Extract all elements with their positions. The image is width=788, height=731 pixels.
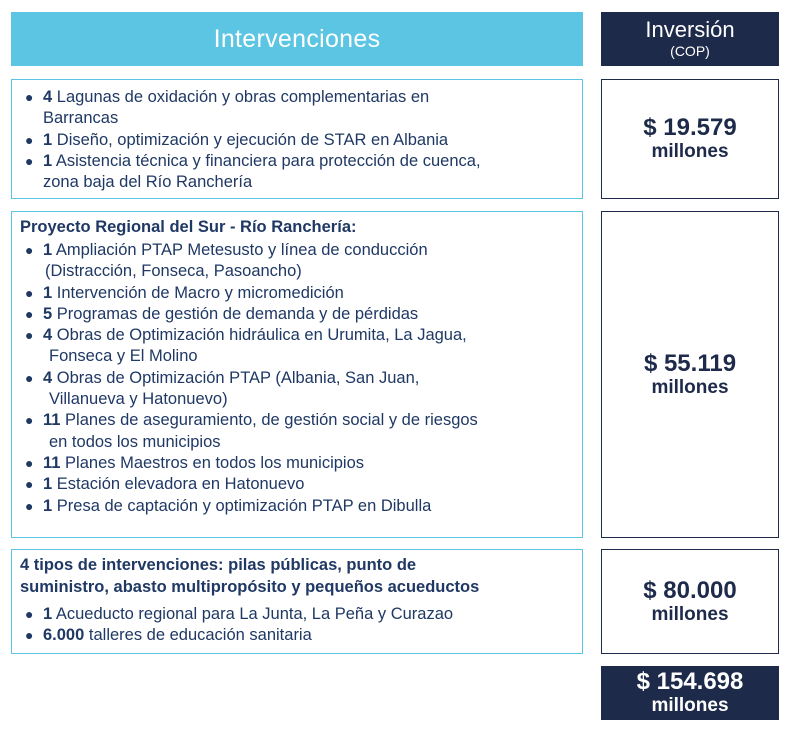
list-item: ● 5 Programas de gestión de demanda y de pérdidas: [25, 304, 419, 323]
list-item: ● 1 Ampliación PTAP Metesusto y línea de conducción (Distracción, Fonseca, Pasoancho): [25, 241, 428, 281]
section-2-interventions: [11, 211, 583, 538]
section-2-title: Proyecto Regional del Sur - Río Ranchería:: [20, 218, 357, 236]
list-item: ● 4 Obras de Optimización PTAP (Albania, San Juan, Villanueva y Hatonuevo): [25, 368, 420, 409]
list-item: ● 4 Obras de Optimización hidráulica en Urumita, La Jagua, Fonseca y El Molino: [25, 326, 467, 366]
investment-header: [601, 12, 779, 66]
section-3-investment: [601, 549, 779, 654]
section-2-list: [12, 240, 582, 517]
list-item: ● 1 Diseño, optimización y ejecución de STAR en Albania: [25, 130, 449, 149]
section-1-investment: [601, 79, 779, 199]
section-1-interventions: [11, 79, 583, 199]
total-investment: [601, 666, 779, 720]
investment-unit: millones: [651, 141, 729, 162]
interventions-header: [11, 12, 583, 66]
list-item: ● 1 Estación elevadora en Hatonuevo: [25, 475, 305, 494]
investment-currency: (COP): [670, 43, 710, 59]
total-amount: $ 154.698: [636, 668, 744, 695]
investment-amount: $ 19.579: [643, 114, 737, 141]
section-2-investment: [601, 211, 779, 538]
list-item: ● 1 Intervención de Macro y micromedición: [25, 283, 344, 302]
list-item: ● 1 Acueducto regional para La Junta, La Peña y Curazao: [25, 605, 454, 623]
list-item: ● 6.000 talleres de educación sanitaria: [25, 626, 312, 645]
investment-unit: millones: [651, 603, 729, 625]
list-item: ● 4 Lagunas de oxidación y obras complementarias en Barrancas: [25, 88, 430, 128]
investment-title: Inversión: [645, 17, 735, 42]
list-item: ● 1 Asistencia técnica y financiera para protección de cuenca, zona baja del Río Ranchería: [25, 151, 481, 192]
section-1-list: [12, 87, 582, 193]
list-item: ● 1 Presa de captación y optimización PTAP en Dibulla: [25, 496, 432, 515]
section-3-list: [12, 604, 582, 647]
list-item: ● 11 Planes Maestros en todos los municipios: [25, 453, 365, 472]
interventions-title: Intervenciones: [213, 24, 381, 53]
list-item: ● 11 Planes de aseguramiento, de gestión social y de riesgos en todos los municipios: [25, 411, 478, 451]
total-unit: millones: [651, 695, 729, 716]
investment-amount: $ 80.000: [643, 576, 737, 604]
investment-amount: $ 55.119: [643, 349, 737, 377]
investment-unit: millones: [651, 376, 729, 398]
section-3-title: 4 tipos de intervenciones: pilas públicas, punto de suministro, abasto multipropósito y pequeños acueductos: [20, 556, 480, 596]
section-3-interventions: [11, 549, 583, 654]
